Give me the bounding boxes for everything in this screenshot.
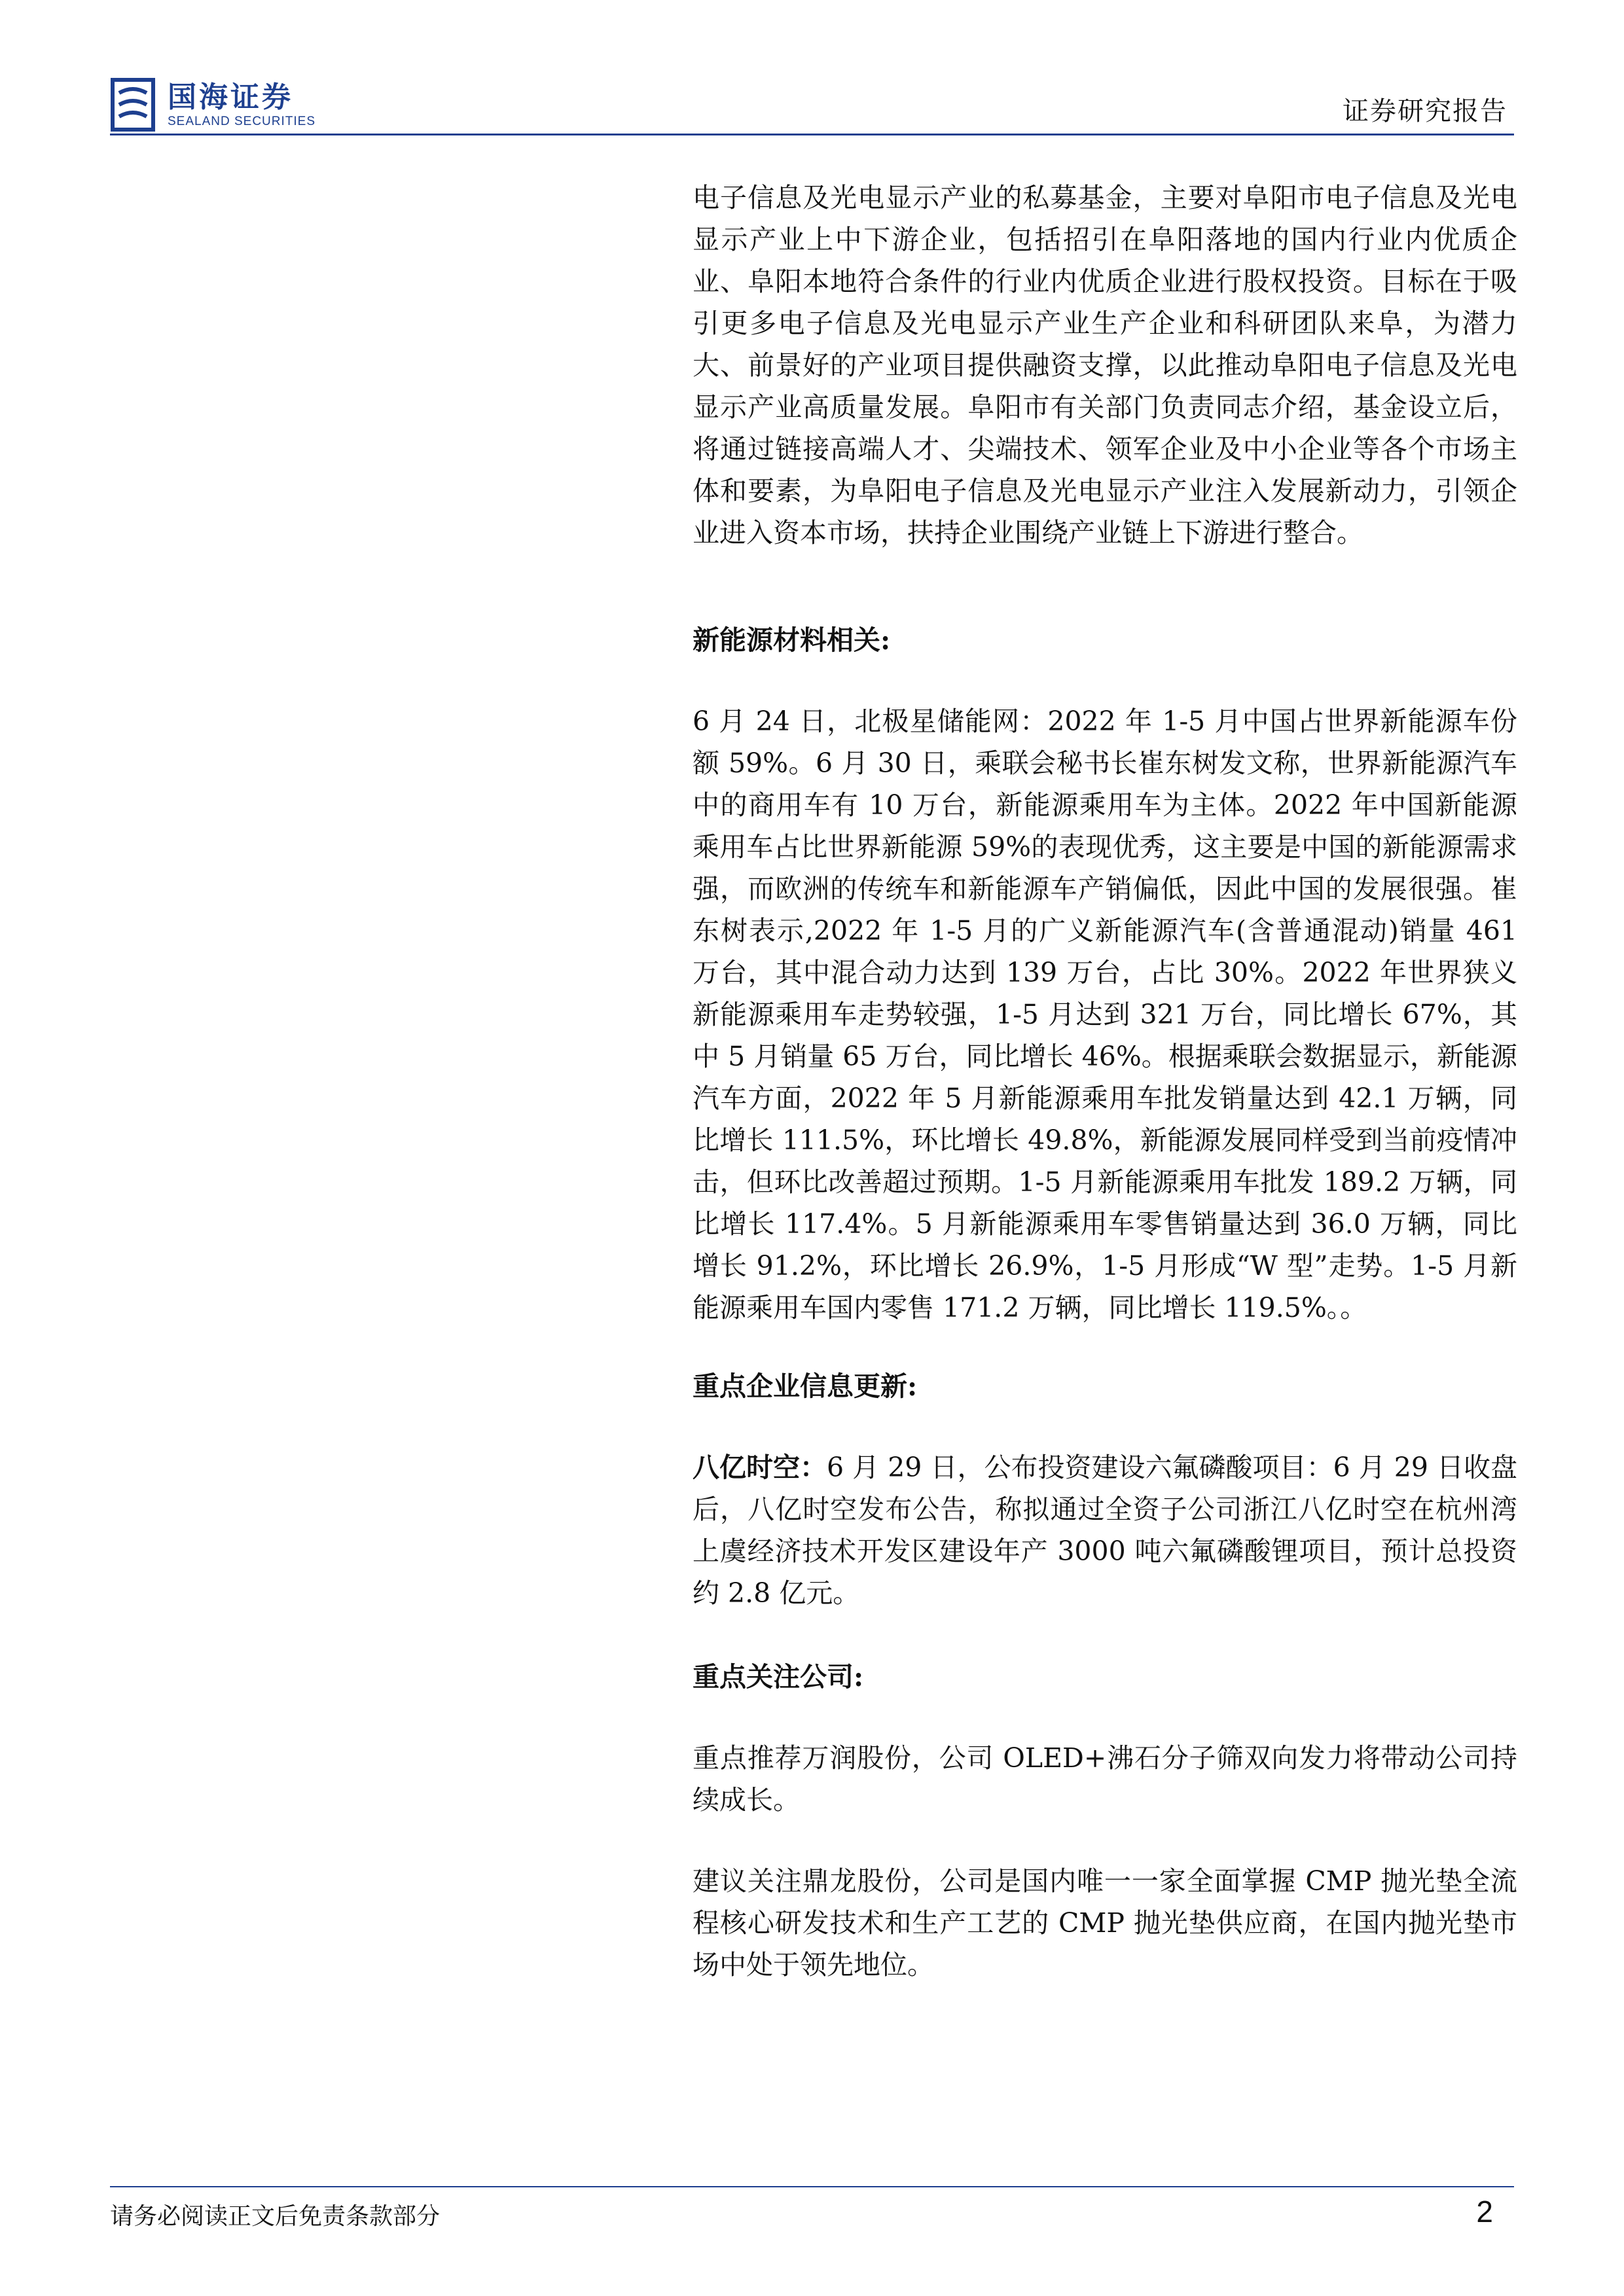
main-content	[693, 177, 1517, 1986]
header-divider	[110, 134, 1514, 135]
company-update-text: 6 月 29 日，公布投资建设六氟磷酸项目：6 月 29 日收盘后，八亿时空发布公告，称拟通过全资子公司浙江八亿时空在杭州湾上虞经济技术开发区建设年产 3000 吨六氟磷酸锂项目，预计总投资约 2.8 亿元。	[693, 1452, 1517, 1609]
page-number: 2	[1476, 2195, 1493, 2229]
focus-paragraph-wanrun: 重点推荐万润股份，公司 OLED+沸石分子筛双向发力将带动公司持续成长。	[693, 1742, 1517, 1816]
footer-divider	[110, 2186, 1514, 2187]
company-name-lead: 八亿时空：	[693, 1452, 827, 1483]
section-heading-focus-companies: 重点关注公司:	[693, 1661, 864, 1693]
section-heading-key-company-updates: 重点企业信息更新:	[693, 1371, 918, 1402]
logo-chinese-name: 国海证券	[168, 81, 293, 114]
intro-paragraph: 电子信息及光电显示产业的私募基金，主要对阜阳市电子信息及光电显示产业上中下游企业，包括招引在阜阳落地的国内行业内优质企业、阜阳本地符合条件的行业内优质企业进行股权投资。目标在于吸引更多电子信息及光电显示产业生产企业和科研团队来阜，为潜力大、前景好的产业项目提供融资支撑，以此推动阜阳电子信息及光电显示产业高质量发展。阜阳市有关部门负责同志介绍，基金设立后，将通过链接高端人才、尖端技术、领军企业及中小企业等各个市场主体和要素，为阜阳电子信息及光电显示产业注入发展新动力，引领企业进入资本市场，扶持企业围绕产业链上下游进行整合。	[693, 182, 1517, 548]
focus-paragraph-dinglong: 建议关注鼎龙股份，公司是国内唯一一家全面掌握 CMP 抛光垫全流程核心研发技术和生产工艺的 CMP 抛光垫供应商，在国内抛光垫市场中处于领先地位。	[693, 1865, 1517, 1981]
section-heading-new-energy: 新能源材料相关:	[693, 624, 891, 656]
report-type-label: 证券研究报告	[1343, 96, 1507, 126]
company-logo	[110, 72, 316, 137]
sealand-logo-icon	[110, 76, 156, 134]
key-company-paragraph	[693, 1446, 1517, 1614]
new-energy-paragraph: 6 月 24 日，北极星储能网：2022 年 1-5 月中国占世界新能源车份额 59%。6 月 30 日，乘联会秘书长崔东树发文称，世界新能源汽车中的商用车有 10 万台，新能源乘用车为主体。2022 年中国新能源乘用车占比世界新能源 59%的表现优秀，这主要是中国的新能源需求强，而欧洲的传统车和新能源车产销偏低，因此中国的发展很强。崔东树表示,2022 年 1-5 月的广义新能源汽车(含普通混动)销量 461 万台，其中混合动力达到 139 万台，占比 30%。2022 年世界狭义新能源乘用车走势较强，1-5 月达到 321 万台，同比增长 67%，其中 5 月销量 65 万台，同比增长 46%。根据乘联会数据显示，新能源汽车方面，2022 年 5 月新能源乘用车批发销量达到 42.1 万辆，同比增长 111.5%，环比增长 49.8%，新能源发展同样受到当前疫情冲击，但环比改善超过预期。1-5 月新能源乘用车批发 189.2 万辆，同比增长 117.4%。5 月新能源乘用车零售销量达到 36.0 万辆，同比增长 91.2%，环比增长 26.9%，1-5 月形成“W 型”走势。1-5 月新能源乘用车国内零售 171.2 万辆，同比增长 119.5%。。	[693, 706, 1517, 1323]
logo-english-name: SEALAND SECURITIES	[168, 115, 316, 128]
disclaimer-note: 请务必阅读正文后免责条款部分	[110, 2203, 441, 2230]
